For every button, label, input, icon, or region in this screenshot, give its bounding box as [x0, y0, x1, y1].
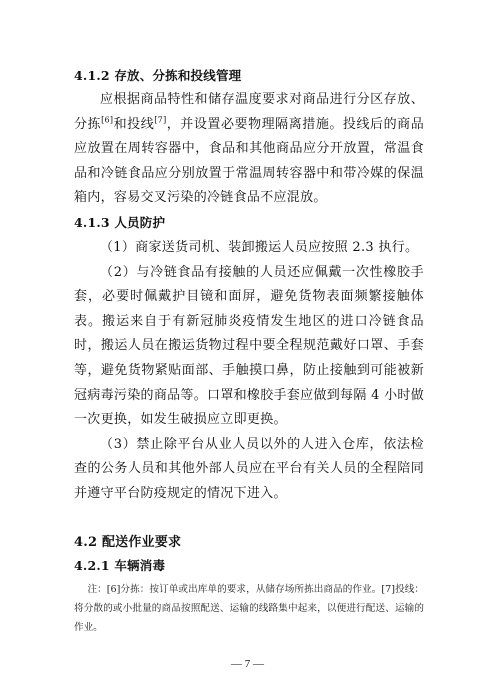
section-heading-text: 4.2.1 车辆消毒	[74, 558, 166, 573]
paragraph-text: ，并设置必要物理隔离措施。投线后的商品应放置在周转容器中，食品和其他商品应分开放置，常温食品和冷链食品应分别放置于常温周转容器中和带冷媒的保温箱内，容易交叉污染的冷链食品不应混放。	[74, 116, 424, 206]
section-heading-4-2-1	[74, 556, 165, 574]
paragraph-storage	[74, 88, 424, 211]
paragraphs-personnel	[74, 236, 424, 507]
paragraph-text: 应根据商品特性和储存温度要求对商品进行分区存放、分拣	[74, 92, 424, 132]
footnote	[74, 580, 424, 637]
footnote-text: 注：[6]分拣：按订单或出库单的要求，从储存场所拣出商品的作业。[7]投线：将分散的或小批量的商品按照配送、运输的线路集中起来，以便进行配送、运输的作业。	[74, 584, 424, 633]
footnote-ref-7: [7]	[154, 115, 167, 125]
paragraph-item-2: （2）与冷链食品有接触的人员还应佩戴一次性橡胶手套，必要时佩戴护目镜和面屏，避免货物表面频繁接触体表。搬运来自于有新冠肺炎疫情发生地区的进口冷链食品时，搬运人员在搬运货物过程中要全程规范戴好口罩、手套等，避免货物紧贴面部、手触摸口鼻，防止接触到可能被新冠病毒污染的商品等。口罩和橡胶手套应做到每隔 4 小时做一次更换，如发生破损应立即更换。	[74, 264, 424, 428]
section-heading-text: 4.2 配送作业要求	[74, 535, 182, 550]
paragraph-item-3: （3）禁止除平台从业人员以外的人进入仓库，依法检查的公务人员和其他外部人员应在平台有关人员的全程陪同并遵守平台防疫规定的情况下进入。	[74, 436, 424, 501]
section-heading-4-2	[74, 531, 181, 550]
page-number: — 7 —	[231, 658, 264, 670]
section-heading-text: 4.1.3 人员防护	[74, 215, 166, 230]
paragraph-item-1: （1）商家送货司机、装卸搬运人员应按照 2.3 执行。	[100, 240, 419, 255]
section-heading-4-1-3	[74, 213, 165, 231]
footnote-ref-6: [6]	[101, 115, 114, 125]
paragraph-text: 和投线	[113, 116, 155, 132]
section-heading-4-1-2	[74, 66, 241, 84]
section-heading-text: 4.1.2 存放、分拣和投线管理	[74, 68, 242, 83]
